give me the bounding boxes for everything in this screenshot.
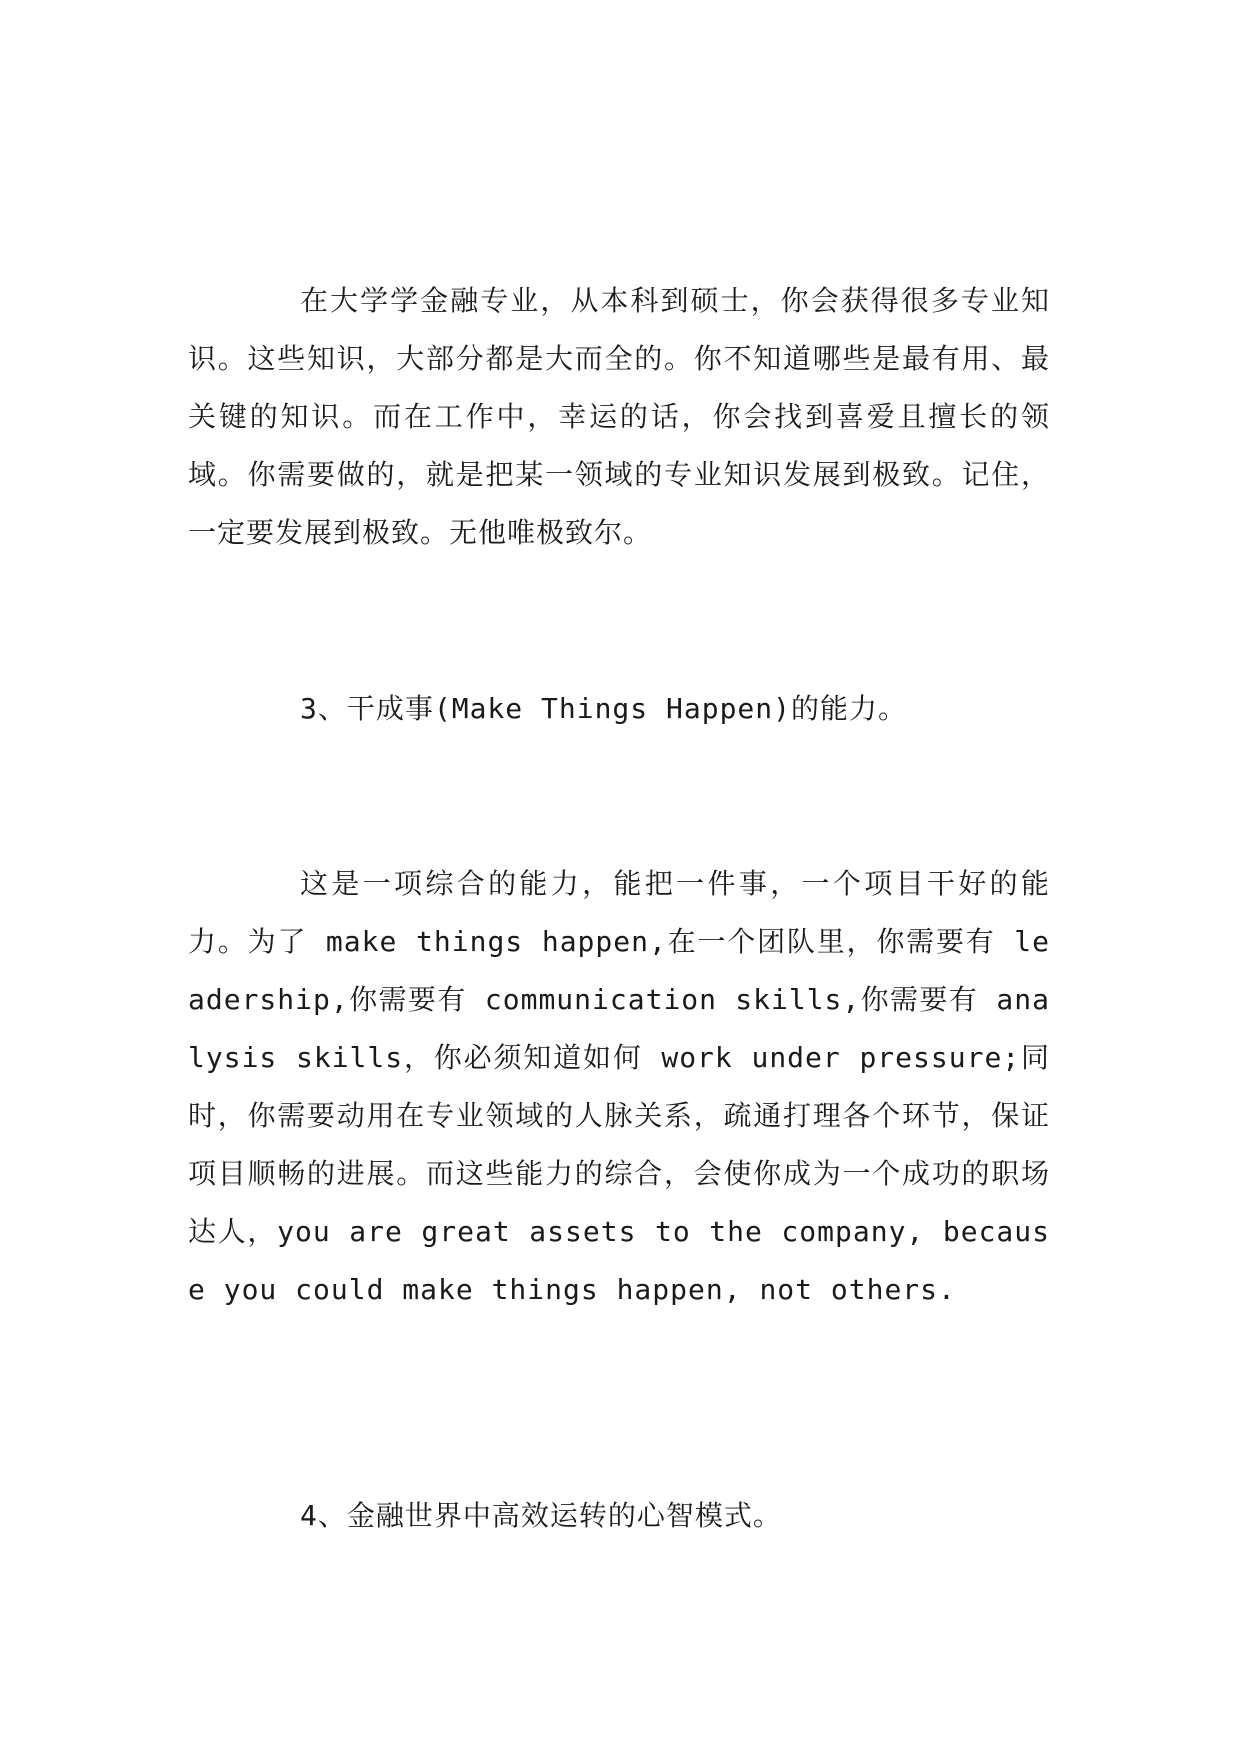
heading-mental-model: 4、金融世界中高效运转的心智模式。 <box>300 1499 782 1532</box>
heading-make-things-happen: 3、干成事(Make Things Happen)的能力。 <box>300 692 908 725</box>
paragraph-comprehensive-ability: 这是一项综合的能力，能把一件事，一个项目干好的能力。为了 make things happen,在一个团队里，你需要有 leadership,你需要有 communication skills,你需要有 analysis skills，你必须知道如何 work under pressure;同时，你需要动用在专业领域的人脉关系，疏通打理各个环节，保证项目顺畅的进展。而这些能力的综合，会使你成为一个成功的职场达人，you are great assets to the company, because you could make things happen, not others. <box>188 867 1050 1306</box>
paragraph-professional-knowledge: 在大学学金融专业，从本科到硕士，你会获得很多专业知识。这些知识，大部分都是大而全的。你不知道哪些是最有用、最关键的知识。而在工作中，幸运的话，你会找到喜爱且擅长的领域。你需要做的，就是把某一领域的专业知识发展到极致。记住，一定要发展到极致。无他唯极致尔。 <box>188 284 1050 549</box>
